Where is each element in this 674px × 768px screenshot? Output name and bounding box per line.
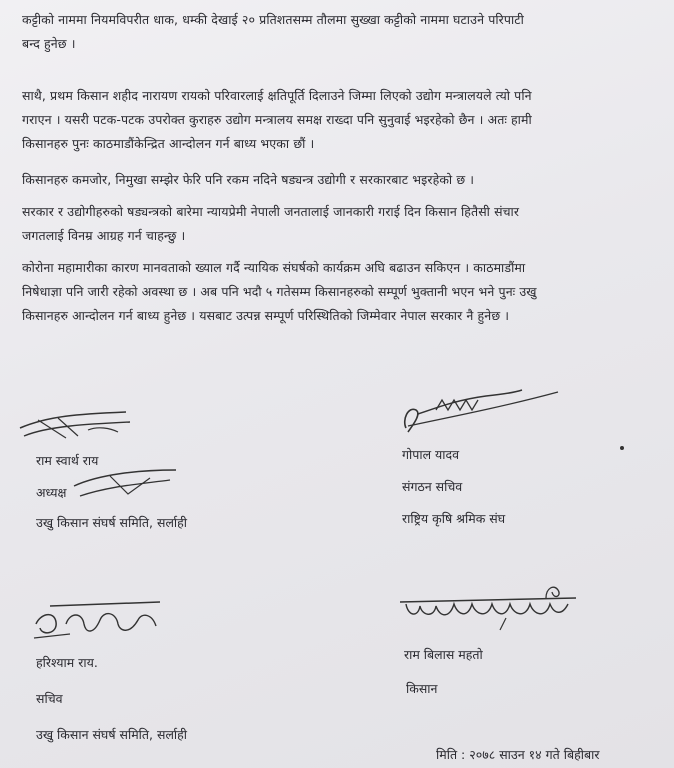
signatory-name: गोपाल यादव bbox=[402, 447, 460, 462]
signatory-name: राम बिलास महतो bbox=[404, 647, 483, 662]
signatory-organization: उखु किसान संघर्ष समिति, सर्लाही bbox=[36, 515, 188, 530]
paragraph-5 bbox=[22, 256, 652, 328]
signatory-title: संगठन सचिव bbox=[402, 479, 463, 494]
signatory-title: किसान bbox=[406, 681, 438, 696]
paragraph-line: किसानहरु पुनः काठमाडौंकेन्द्रित आन्दोलन गर्न बाध्य भएका छौं । bbox=[22, 136, 315, 151]
signature-right-top bbox=[396, 386, 566, 436]
paragraph-line: किसानहरु आन्दोलन गर्न बाध्य हुनेछ । यसबाट उत्पन्न सम्पूर्ण परिस्थितिको जिम्मेवार नेपाल सरकार नै हुनेछ । bbox=[22, 308, 510, 323]
paragraph-line: निषेधाज्ञा पनि जारी रहेको अवस्था छ । अब पनि भदौ ५ गतेसम्म किसानहरुको सम्पूर्ण भुक्तानी भएन भने पुनः उखु bbox=[22, 284, 537, 299]
signatory-title: सचिव bbox=[36, 691, 63, 706]
paragraph-line: कोरोना महामारीका कारण मानवताको ख्याल गर्दै न्यायिक संघर्षको कार्यक्रम अघि बढाउन सकिएन । काठमाडौंमा bbox=[22, 260, 526, 275]
paragraph-3 bbox=[22, 168, 652, 192]
paragraph-2 bbox=[22, 84, 652, 156]
signature-left-top bbox=[18, 406, 138, 446]
signatory-organization: उखु किसान संघर्ष समिति, सर्लाही bbox=[36, 727, 188, 742]
paragraph-line: सरकार र उद्योगीहरुको षड्यन्त्रको बारेमा न्यायप्रेमी नेपाली जनतालाई जानकारी गराई दिन किसान हितैसी संचार bbox=[22, 204, 520, 219]
paragraph-line: बन्द हुनेछ । bbox=[22, 36, 76, 51]
paragraph-line: किसानहरु कमजोर, निमुखा सम्झेर फेरि पनि रकम नदिने षड्यन्त्र उद्योगी र सरकारबाट भइरहेको छ । bbox=[22, 172, 475, 187]
signatory-organization: राष्ट्रिय कृषि श्रमिक संघ bbox=[402, 511, 506, 526]
signature-right-bottom bbox=[396, 582, 586, 634]
signatory-name: राम स्वार्थ राय bbox=[36, 453, 99, 468]
paragraph-line: कट्टीको नाममा नियमविपरीत धाक, धम्की देखाई २० प्रतिशतसम्म तौलमा सुख्खा कट्टीको नाममा घटाउने परिपाटी bbox=[22, 12, 524, 27]
paragraph-line: गराएन । यसरी पटक-पटक उपरोक्त कुराहरु उद्योग मन्त्रालय समक्ष राख्दा पनि सुनुवाई भइरहेको छैन । अतः हामी bbox=[22, 112, 532, 127]
signature-left-bottom bbox=[30, 594, 170, 642]
paragraph-1 bbox=[22, 8, 652, 56]
paragraph-line: जगतलाई विनम्र आग्रह गर्न चाहन्छु । bbox=[22, 228, 186, 243]
signatory-title: अध्यक्ष bbox=[36, 485, 67, 500]
ink-dot bbox=[620, 446, 624, 450]
paragraph-line: साथै, प्रथम किसान शहीद नारायण रायको परिवारलाई क्षतिपूर्ति दिलाउने जिम्मा लिएको उद्योग मन्त्रालयले त्यो पनि bbox=[22, 88, 532, 103]
paragraph-4 bbox=[22, 200, 652, 248]
signatory-name: हरिश्याम राय. bbox=[36, 655, 98, 670]
signature-left-top-scribble bbox=[70, 466, 180, 502]
letter-date: मिति : २०७८ साउन १४ गते बिहीबार bbox=[436, 747, 600, 762]
